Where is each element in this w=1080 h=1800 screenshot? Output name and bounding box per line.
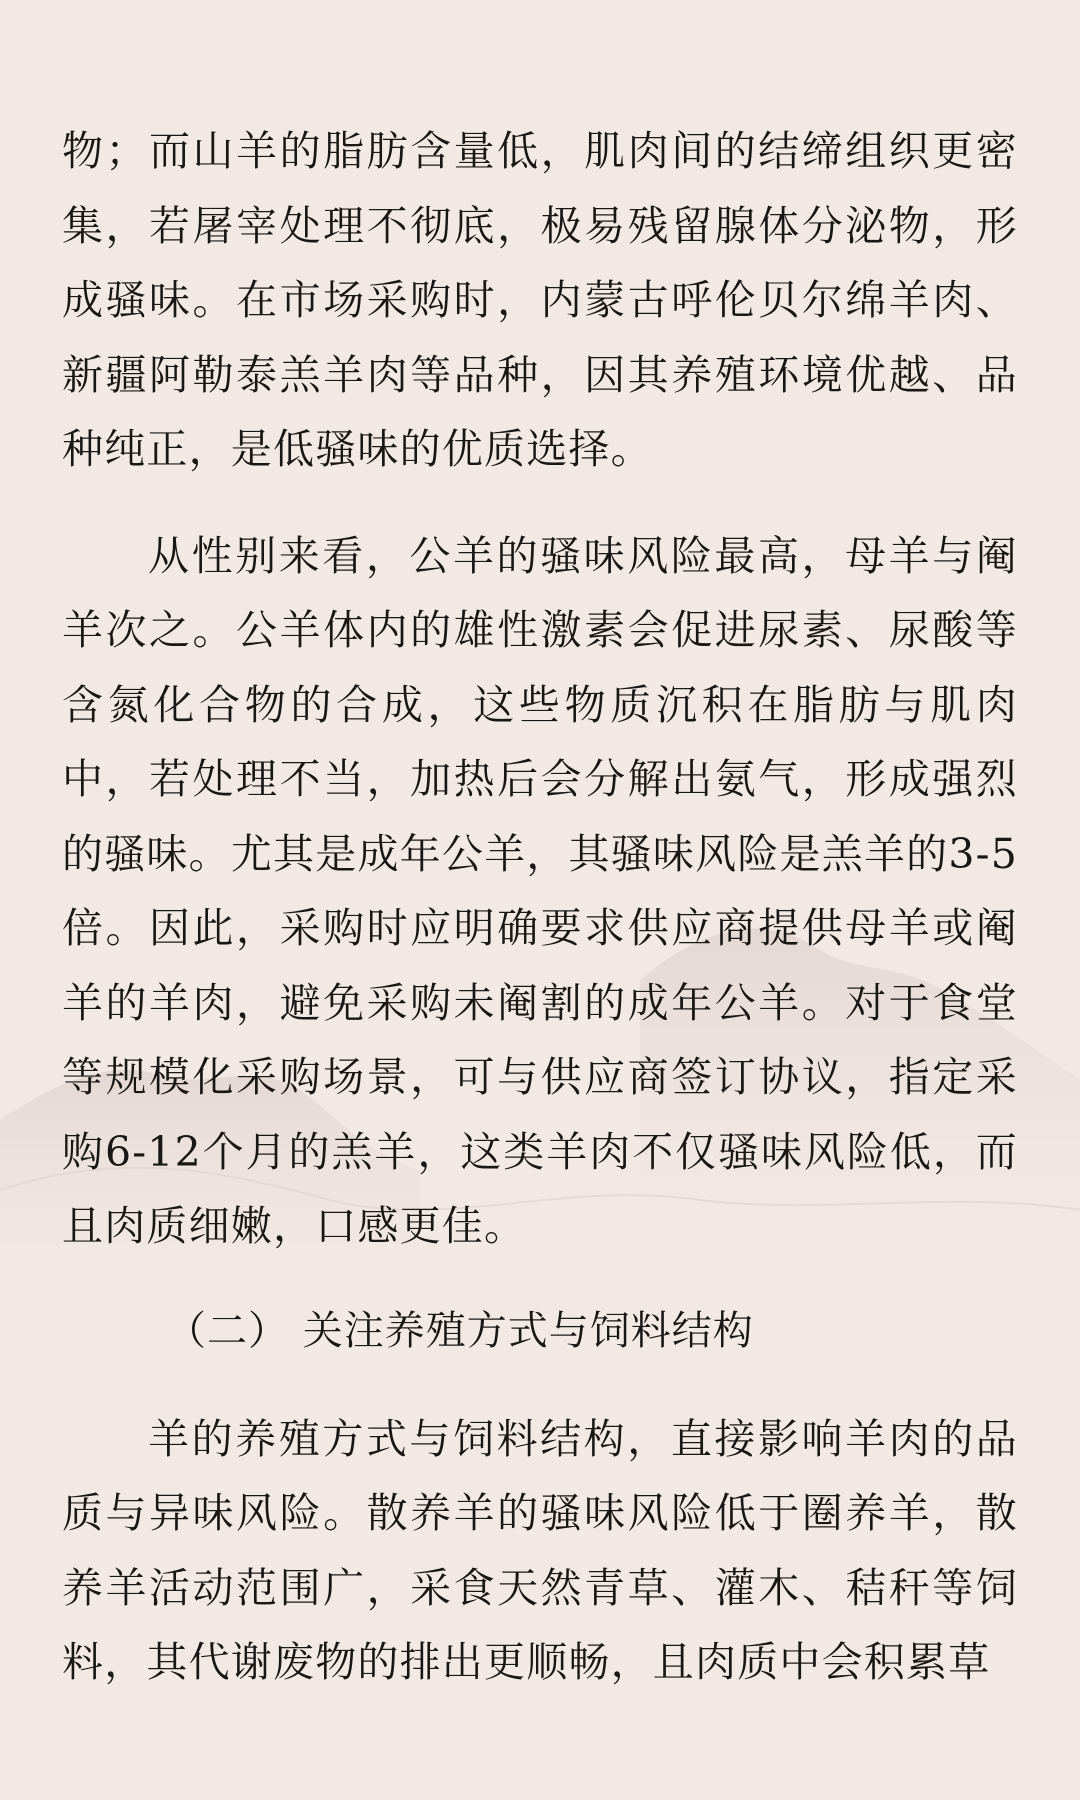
paragraph-2: 从性别来看，公羊的骚味风险最高，母羊与阉羊次之。公羊体内的雄性激素会促进尿素、尿酸等含氮化合物的合成，这些物质沉积在脂肪与肌肉中，若处理不当，加热后会分解出氨气，形成强烈的骚味。尤其是成年公羊，其骚味风险是羔羊的3-5倍。因此，采购时应明确要求供应商提供母羊或阉羊的羊肉，避免采购未阉割的成年公羊。对于食堂等规模化采购场景，可与供应商签订协议，指定采购6-12个月的羔羊，这类羊肉不仅骚味风险低，而且肉质细嫩，口感更佳。: [62, 531, 1018, 1250]
paragraph-1: 物；而山羊的脂肪含量低，肌肉间的结缔组织更密集，若屠宰处理不彻底，极易残留腺体分泌物，形成骚味。在市场采购时，内蒙古呼伦贝尔绵羊肉、新疆阿勒泰羔羊肉等品种，因其养殖环境优越、品种纯正，是低骚味的优质选择。: [62, 127, 1018, 473]
paragraph-3: 羊的养殖方式与饲料结构，直接影响羊肉的品质与异味风险。散养羊的骚味风险低于圈养羊，散养羊活动范围广，采食天然青草、灌木、秸秆等饲料，其代谢废物的排出更顺畅，且肉质中会积累草: [62, 1414, 1018, 1686]
document-page: [62, 114, 1018, 1700]
section-heading: （二） 关注养殖方式与饲料结构: [166, 1307, 754, 1354]
